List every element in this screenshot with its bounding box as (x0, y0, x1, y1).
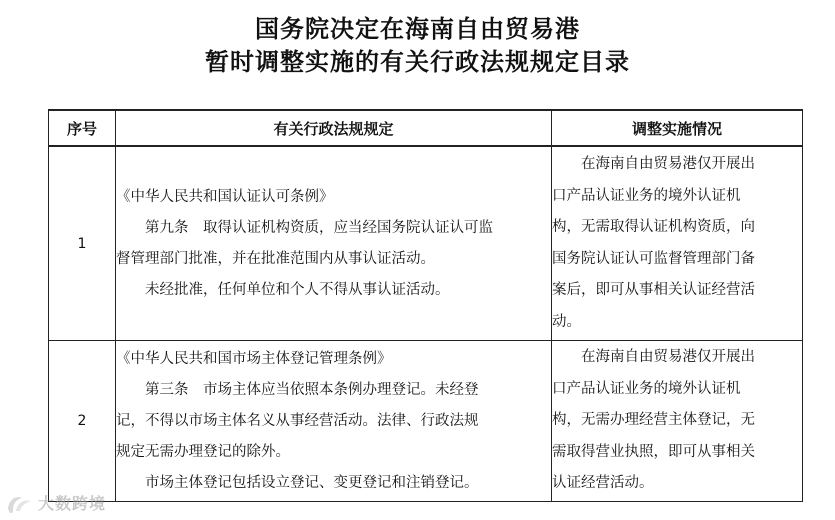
adjustment-line: 认证经营活动。 (552, 475, 654, 492)
regulation-article-line: 第三条 市场主体应当依照本条例办理登记。未经登 (145, 381, 479, 398)
regulation-article-line: 督管理部门批准，并在批准范围内从事认证活动。 (116, 250, 435, 267)
adjustment-line: 案后，即可从事相关认证经营活 (552, 282, 755, 298)
adjustment-cell (552, 341, 803, 502)
header-serial-number: 序号 (49, 110, 116, 146)
brand-logo-icon (4, 492, 34, 514)
regulation-extra-line: 未经批准，任何单位和个人不得从事认证活动。 (145, 281, 450, 298)
adjustment-cell (552, 146, 803, 341)
adjustment-line: 需取得营业执照，即可从事相关 (552, 443, 755, 460)
adjustment-line: 口产品认证业务的境外认证机 (552, 187, 741, 204)
regulation-extra-line: 市场主体登记包括设立登记、变更登记和注销登记。 (145, 474, 479, 491)
regulation-article-line: 记，不得以市场主体名义从事经营活动。法律、行政法规 (116, 412, 479, 429)
adjustment-line: 动。 (552, 313, 581, 330)
regulations-table (48, 109, 803, 502)
adjustment-line: 构，无需办理经营主体登记，无 (552, 412, 755, 429)
header-adjustment: 调整实施情况 (552, 110, 803, 146)
document-title-line-1: 国务院决定在海南自由贸易港 (255, 15, 580, 43)
watermark-text: 大数跨境 (38, 494, 107, 513)
regulation-name: 《中华人民共和国认证认可条例》 (116, 188, 334, 205)
header-regulation: 有关行政法规规定 (116, 110, 552, 146)
regulation-cell (116, 146, 552, 341)
document-title-line-2: 暂时调整实施的有关行政法规规定目录 (205, 48, 630, 76)
table-row (49, 146, 803, 341)
adjustment-line: 在海南自由贸易港仅开展出 (581, 349, 755, 366)
adjustment-line: 口产品认证业务的境外认证机 (552, 380, 741, 397)
adjustment-line: 构，无需取得认证机构资质，向 (552, 219, 755, 235)
regulation-article-line: 规定无需办理登记的除外。 (116, 443, 290, 460)
adjustment-line: 在海南自由贸易港仅开展出 (581, 156, 755, 172)
table-header-row (49, 110, 803, 146)
table-row (49, 341, 803, 502)
watermark (4, 491, 106, 514)
regulation-cell (116, 341, 552, 502)
regulation-article-line: 第九条 取得认证机构资质，应当经国务院认证认可监 (145, 219, 493, 236)
regulation-name: 《中华人民共和国市场主体登记管理条例》 (116, 350, 392, 367)
adjustment-line: 国务院认证认可监督管理部门备 (552, 250, 755, 267)
row-serial-number: 1 (49, 146, 116, 341)
row-serial-number: 2 (49, 341, 116, 502)
